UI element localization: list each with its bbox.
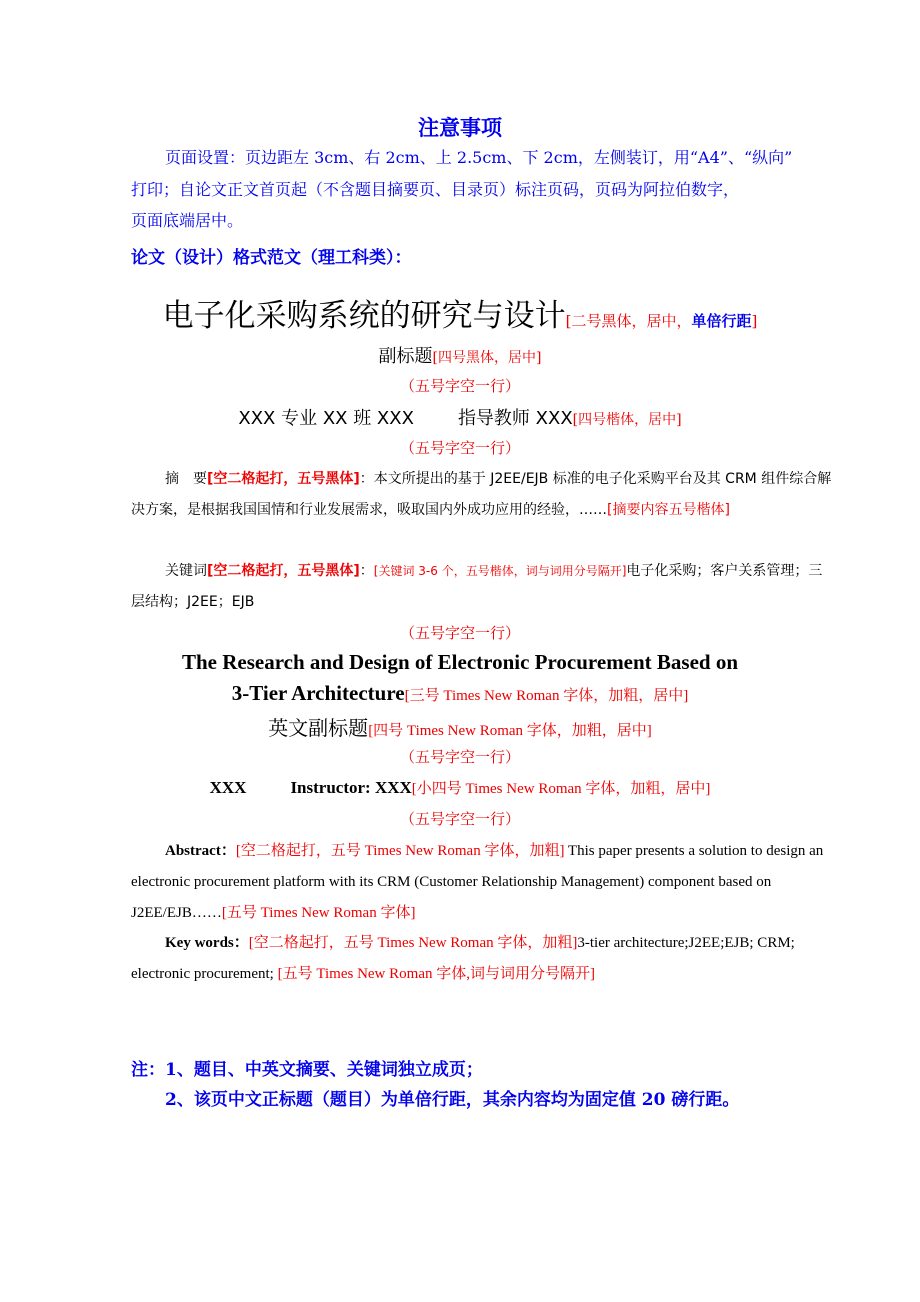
en-abstract-label: Abstract： [165, 843, 236, 859]
page-setup-line-2: 打印；自论文正文首页起（不含题目摘要页、目录页）标注页码，页码为阿拉伯数字， [131, 180, 740, 199]
en-abstract [131, 836, 836, 929]
cn-abstract-note: [空二格起打，五号黑体] [207, 471, 360, 487]
cn-keywords-note-2: [关键词 3-6 个，五号楷体，词与词用分号隔开] [373, 564, 627, 578]
en-author-note: [小四号 Times New Roman 字体，加粗，居中] [411, 781, 711, 797]
cn-advisor: 指导教师 XXX [457, 408, 573, 429]
en-author-line [0, 777, 920, 798]
page-setup-line-1: 页面设置：页边距左 3cm、右 2cm、上 2.5cm、下 2cm，左侧装订，用“A4”、“纵向” [165, 148, 793, 167]
notice-title: 注意事项 [418, 115, 502, 140]
en-title-line-2: 3-Tier Architecture[三号 Times New Roman 字体，加粗，居中] [231, 681, 689, 705]
en-abstract-tail-note: [五号 Times New Roman 字体] [221, 905, 416, 921]
cn-keywords-label: 关键词 [165, 563, 207, 579]
en-subtitle: 英文副标题[四号 Times New Roman 字体，加粗，居中] [268, 716, 652, 740]
blank-line-1: （五号字空一行） [399, 377, 520, 395]
en-keywords-text: 3-tier architecture;J2EE;EJB; CRM; electronic procurement; [131, 935, 795, 982]
cn-keywords-note-1: [空二格起打，五号黑体] [207, 563, 360, 579]
en-keywords-label: Key words： [165, 935, 249, 951]
sample-heading: 论文（设计）格式范文（理工科类）： [131, 248, 412, 268]
en-abstract-text: This paper presents a solution to design an electronic procurement platform with its CRM (Customer Relationship Management) component based on J2EE/EJB…… [131, 843, 824, 921]
blank-line-4: （五号字空一行） [399, 748, 520, 766]
en-keywords [131, 928, 836, 990]
cn-abstract: 摘 要[空二格起打，五号黑体]：本文所提出的基于 J2EE/EJB 标准的电子化采购平台及其 CRM 组件综合解决方案，是根据我国国情和行业发展需求，吸取国内外成功应用的经验，……[摘要内容五号楷体] [131, 471, 832, 518]
cn-keywords-text: 电子化采购；客户关系管理；三层结构；J2EE；EJB [131, 563, 823, 610]
en-keywords-note-2: [五号 Times New Roman 字体,词与词用分号隔开] [277, 966, 595, 982]
cn-author: XXX 专业 XX 班 XXX [238, 408, 414, 429]
page-setup-line-3: 页面底端居中。 [131, 211, 244, 230]
cn-abstract-tail-note: [摘要内容五号楷体] [607, 502, 730, 518]
en-title-line-1: The Research and Design of Electronic Procurement Based on [181, 650, 739, 674]
en-title [0, 647, 920, 712]
cn-author-note: [四号楷体，居中] [572, 412, 682, 428]
cn-title-note: [二号黑体，居中，单倍行距] [565, 312, 758, 330]
cn-abstract-text: 本文所提出的基于 J2EE/EJB 标准的电子化采购平台及其 CRM 组件综合解决方案，是根据我国国情和行业发展需求，吸取国内外成功应用的经验，…… [131, 471, 832, 518]
footer-note-1: 注：1、题目、中英文摘要、关键词独立成页； [131, 1060, 483, 1080]
en-abstract-note: [空二格起打，五号 Times New Roman 字体，加粗] [235, 843, 565, 859]
cn-subtitle: 副标题[四号黑体，居中] [378, 346, 542, 367]
cn-keywords: 关键词[空二格起打，五号黑体]：[关键词 3-6 个，五号楷体，词与词用分号隔开]电子化采购；客户关系管理；三层结构；J2EE；EJB [131, 563, 823, 610]
footer-note-2: 2、该页中文正标题（题目）为单倍行距，其余内容均为固定值 20 磅行距。 [165, 1090, 740, 1110]
blank-line-2: （五号字空一行） [399, 439, 520, 457]
cn-abstract-label: 摘 要 [165, 471, 207, 487]
blank-line-3: （五号字空一行） [399, 624, 520, 642]
cn-title [0, 290, 920, 335]
en-keywords-note-1: [空二格起打，五号 Times New Roman 字体，加粗] [248, 935, 578, 951]
en-instructor: Instructor: XXX [290, 778, 412, 797]
blank-line-5: （五号字空一行） [399, 810, 520, 828]
cn-title-text: 电子化采购系统的研究与设计 [162, 298, 566, 334]
en-author: XXX [209, 778, 247, 797]
cn-author-line [0, 404, 920, 430]
